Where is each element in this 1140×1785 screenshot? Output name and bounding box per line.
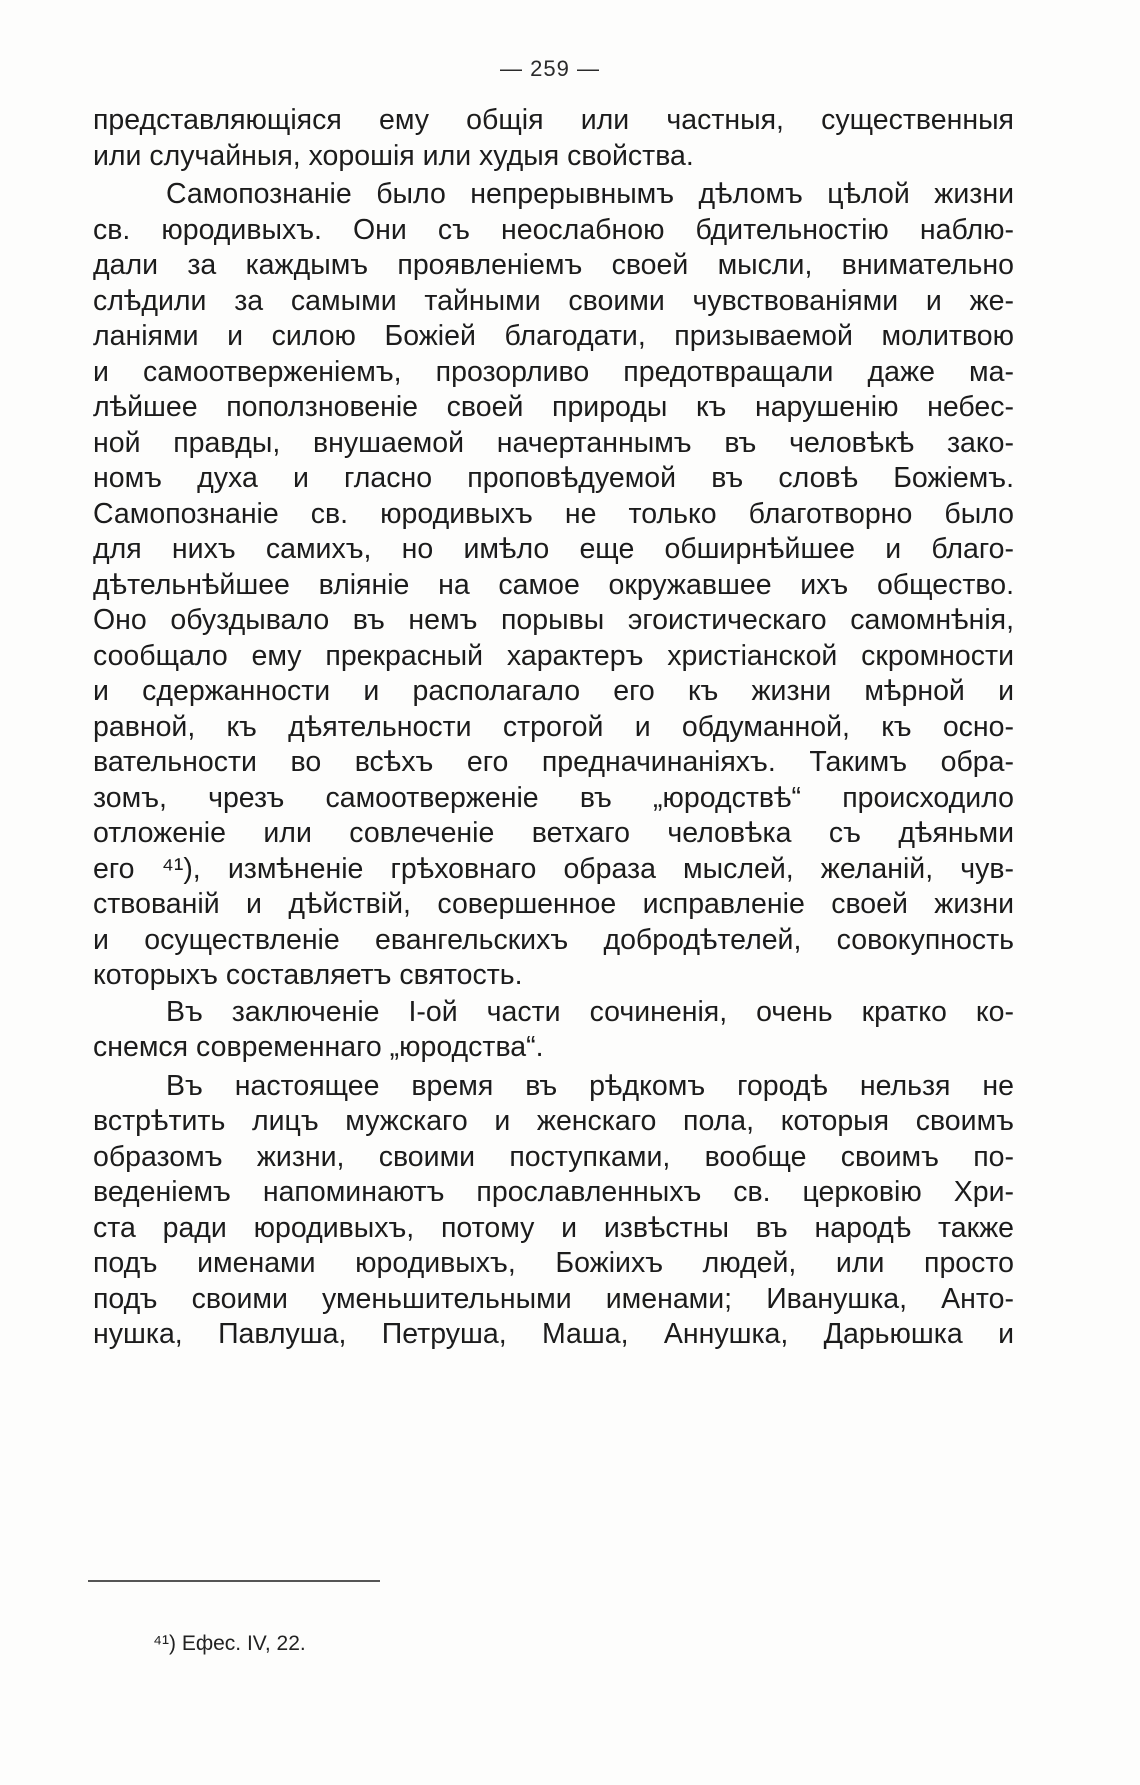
text-line: вательности во всѣхъ его предначинаніяхъ. Такимъ обра- [93, 746, 1014, 778]
text-line: лѣйшее поползновеніе своей природы къ нарушенію небес- [93, 391, 1014, 423]
text-line: дали за каждымъ проявленіемъ своей мысли, внимательно [93, 249, 1014, 281]
text-line: Въ настоящее время въ рѣдкомъ городѣ нельзя не [166, 1070, 1014, 1102]
text-line: его ⁴¹), измѣненіе грѣховнаго образа мыслей, желаній, чув- [93, 853, 1014, 885]
text-line: подъ именами юродивыхъ, Божіихъ людей, или просто [93, 1247, 1014, 1279]
text-line: встрѣтить лицъ мужскаго и женскаго пола, которыя своимъ [93, 1105, 1014, 1137]
text-line: сообщало ему прекрасный характеръ христіанской скромности [93, 640, 1014, 672]
text-line: представляющіяся ему общія или частныя, существенныя [93, 104, 1014, 136]
text-line: образомъ жизни, своими поступками, вообще своимъ по- [93, 1141, 1014, 1173]
text-line: Оно обуздывало въ немъ порывы эгоистическаго самомнѣнія, [93, 604, 1014, 636]
text-line: или случайныя, хорошія или худыя свойства. [93, 140, 694, 172]
text-line: снемся современнаго „юродства“. [93, 1031, 544, 1063]
text-line: ной правды, внушаемой начертаннымъ въ человѣкѣ зако- [93, 427, 1014, 459]
text-line: которыхъ составляетъ святость. [93, 959, 523, 991]
text-line: зомъ, чрезъ самоотверженіе въ „юродствѣ“ происходило [93, 782, 1014, 814]
text-line: св. юродивыхъ. Они съ неослабною бдительностію наблю- [93, 214, 1014, 246]
text-line: ствованій и дѣйствій, совершенное исправленіе своей жизни [93, 888, 1014, 920]
text-line: подъ своими уменьшительными именами; Иванушка, Анто- [93, 1283, 1014, 1315]
text-line: Самопознаніе св. юродивыхъ не только благотворно было [93, 498, 1014, 530]
text-line: и сдержанности и располагало его къ жизни мѣрной и [93, 675, 1014, 707]
text-line: номъ духа и гласно проповѣдуемой въ словѣ Божіемъ. [93, 462, 1014, 494]
text-line: слѣдили за самыми тайными своими чувствованіями и же- [93, 285, 1014, 317]
text-line: дѣтельнѣйшее вліяніе на самое окружавшее ихъ общество. [93, 569, 1014, 601]
text-line: для нихъ самихъ, но имѣло еще обширнѣйшее и благо- [93, 533, 1014, 565]
text-line: равной, къ дѣятельности строгой и обдуманной, къ осно- [93, 711, 1014, 743]
text-line: и самоотверженіемъ, прозорливо предотвращали даже ма- [93, 356, 1014, 388]
footnote-divider [88, 1580, 380, 1582]
text-line: Въ заключеніе I-ой части сочиненія, очень кратко ко- [166, 996, 1014, 1028]
text-line: ланіями и силою Божіей благодати, призываемой молитвою [93, 320, 1014, 352]
text-line: нушка, Павлуша, Петруша, Маша, Аннушка, Дарьюшка и [93, 1318, 1014, 1350]
text-line: ста ради юродивыхъ, потому и извѣстны въ народѣ также [93, 1212, 1014, 1244]
text-line: веденіемъ напоминаютъ прославленныхъ св. церковію Хри- [93, 1176, 1014, 1208]
text-line: отложеніе или совлеченіе ветхаго человѣка съ дѣяньми [93, 817, 1014, 849]
page-number: — 259 — [500, 56, 600, 81]
footnote: ⁴¹) Ефес. IV, 22. [153, 1632, 306, 1655]
text-line: и осуществленіе евангельскихъ добродѣтелей, совокупность [93, 924, 1014, 956]
text-line: Самопознаніе было непрерывнымъ дѣломъ цѣлой жизни [166, 178, 1014, 210]
